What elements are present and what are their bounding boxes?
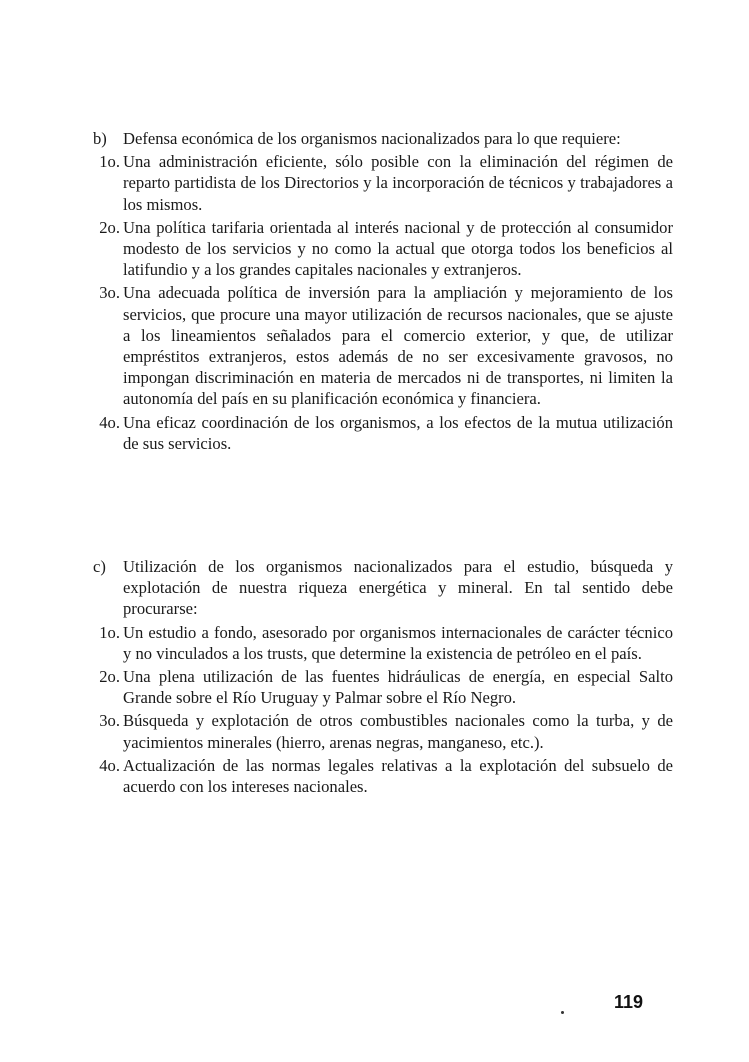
section-c	[93, 556, 673, 799]
item-text: Una adecuada política de inversión para la ampliación y mejoramiento de los servicios, que procure una mayor utilización de recursos nacionales, que se ajuste a los lineamientos señalados para el comercio exterior, y que, de utilizar empréstitos extranjeros, estos además de no ser excesivamente gravosos, no impongan discriminación en materia de mercados ni de transportes, ni limiten la autonomía del país en su planificación económica y financiera.	[123, 283, 673, 409]
item-marker: 4o.	[99, 755, 120, 775]
item-text: Una eficaz coordinación de los organismos, a los efectos de la mutua utilización de sus servicios.	[123, 412, 673, 453]
page-number: 119	[614, 992, 644, 1012]
item-text: Una administración eficiente, sólo posible con la eliminación del régimen de reparto partidista de los Directorios y la incorporación de técnicos y trabajadores a los mismos.	[123, 152, 673, 214]
section-marker: c)	[93, 557, 106, 576]
section-heading-text: Defensa económica de los organismos nacionalizados para lo que requiere:	[123, 129, 621, 148]
list-item	[93, 217, 673, 281]
item-text: Una plena utilización de las fuentes hidráulicas de energía, en especial Salto Grande sobre el Río Uruguay y Palmar sobre el Río Negro.	[123, 667, 673, 708]
item-text: Una política tarifaria orientada al interés nacional y de protección al consumidor modesto de los servicios y no como la actual que otorga todos los beneficios al latifundio y a los grandes capitales nacionales y extranjeros.	[123, 217, 673, 280]
list-item	[93, 412, 673, 454]
section-heading-text: Utilización de los organismos nacionalizados para el estudio, búsqueda y explotación de nuestra riqueza energética y mineral. En tal sentido debe procurarse:	[123, 557, 673, 619]
item-marker: 2o.	[99, 667, 120, 687]
item-marker: 3o.	[99, 283, 120, 303]
item-text: Un estudio a fondo, asesorado por organismos internacionales de carácter técnico y no vinculados a los trusts, que determine la existencia de petróleo en el país.	[123, 622, 673, 663]
section-b-heading	[93, 128, 673, 149]
list-item	[93, 666, 673, 708]
item-marker: 1o.	[99, 152, 120, 172]
item-text: Actualización de las normas legales relativas a la explotación del subsuelo de acuerdo con los intereses nacionales.	[123, 755, 673, 797]
item-text: Búsqueda y explotación de otros combustibles nacionales como la turba, y de yacimientos minerales (hierro, arenas negras, manganeso, etc.).	[123, 711, 673, 752]
list-item	[93, 710, 673, 752]
item-marker: 1o.	[99, 622, 120, 642]
list-item	[93, 622, 673, 664]
list-item	[93, 282, 673, 409]
item-marker: 3o.	[99, 711, 120, 731]
section-marker: b)	[93, 129, 107, 148]
section-b	[93, 128, 673, 456]
item-marker: 4o.	[99, 412, 120, 432]
section-c-heading	[93, 556, 673, 620]
print-speck	[561, 1011, 564, 1014]
item-marker: 2o.	[99, 217, 120, 237]
list-item	[93, 151, 673, 215]
list-item	[93, 755, 673, 797]
